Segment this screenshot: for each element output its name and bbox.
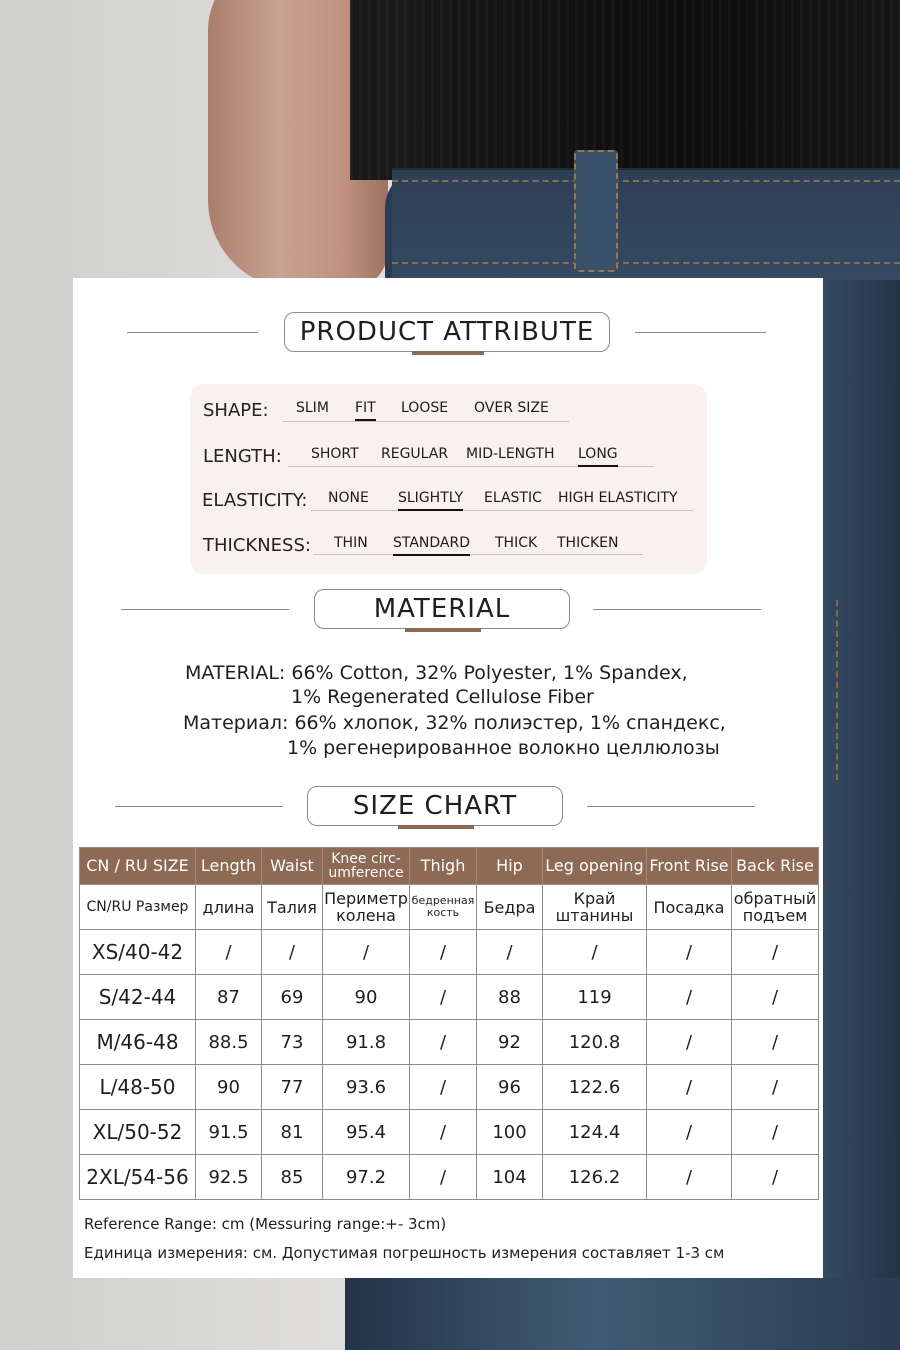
- header-leg-opening: Leg opening: [543, 848, 647, 885]
- measurement-cell: 88: [477, 975, 543, 1020]
- measurement-cell: /: [647, 930, 732, 975]
- opt-length-short: SHORT: [311, 446, 359, 462]
- attr-label-length: LENGTH:: [203, 446, 282, 467]
- divider-line: [635, 332, 766, 333]
- size-cell: L/48-50: [80, 1065, 196, 1110]
- measurement-cell: /: [410, 1065, 477, 1110]
- subheader-length: длина: [196, 885, 262, 930]
- size-cell: M/46-48: [80, 1020, 196, 1065]
- measurement-cell: /: [196, 930, 262, 975]
- size-cell: XL/50-52: [80, 1110, 196, 1155]
- header-thigh: Thigh: [410, 848, 477, 885]
- belt-loop: [574, 150, 618, 272]
- measurement-cell: 85: [262, 1155, 323, 1200]
- size-table-body: [80, 930, 819, 1200]
- measurement-cell: 96: [477, 1065, 543, 1110]
- top-rib-texture: [350, 0, 900, 180]
- subheader-knee: Периметр колена: [323, 885, 410, 930]
- header-length: Length: [196, 848, 262, 885]
- table-row: [80, 930, 819, 975]
- material-ru-line1: [183, 712, 726, 734]
- measurement-cell: /: [732, 975, 819, 1020]
- measurement-cell: /: [732, 1065, 819, 1110]
- table-row: [80, 975, 819, 1020]
- material-title: [314, 589, 570, 629]
- divider-line: [587, 806, 755, 807]
- measurement-cell: 87: [196, 975, 262, 1020]
- title-accent-bar: [405, 628, 481, 632]
- material-ru-value1: 66% хлопок, 32% полиэстер, 1% спандекс,: [294, 712, 726, 734]
- measurement-cell: 88.5: [196, 1020, 262, 1065]
- subheader-size: CN/RU Размер: [80, 885, 196, 930]
- measurement-cell: 104: [477, 1155, 543, 1200]
- size-cell: XS/40-42: [80, 930, 196, 975]
- product-attribute-title-text: PRODUCT ATTRIBUTE: [299, 317, 595, 347]
- reference-note-ru: Единица измерения: см. Допустимая погрешность измерения составляет 1-3 см: [84, 1244, 725, 1262]
- subheader-back-rise: обратный подъем: [732, 885, 819, 930]
- attr-label-thickness: THICKNESS:: [203, 535, 311, 556]
- measurement-cell: /: [647, 975, 732, 1020]
- header-front-rise: Front Rise: [647, 848, 732, 885]
- size-cell: S/42-44: [80, 975, 196, 1020]
- measurement-cell: 90: [323, 975, 410, 1020]
- table-subheader-row: [80, 885, 819, 930]
- table-row: [80, 1110, 819, 1155]
- measurement-cell: /: [410, 930, 477, 975]
- header-hip: Hip: [477, 848, 543, 885]
- title-accent-bar: [412, 351, 484, 355]
- divider-line: [593, 609, 761, 610]
- measurement-cell: /: [410, 975, 477, 1020]
- opt-elasticity-none: NONE: [328, 490, 369, 506]
- subheader-front-rise: Посадка: [647, 885, 732, 930]
- subheader-thigh: бедренная кость: [410, 885, 477, 930]
- measurement-cell: 122.6: [543, 1065, 647, 1110]
- divider-line: [127, 332, 258, 333]
- measurement-cell: /: [410, 1020, 477, 1065]
- measurement-cell: /: [262, 930, 323, 975]
- table-row: [80, 1155, 819, 1200]
- measurement-cell: 91.5: [196, 1110, 262, 1155]
- opt-thickness-thicken: THICKEN: [557, 535, 619, 551]
- denim-jeans-lower: [345, 1278, 900, 1350]
- product-info-card: [73, 278, 823, 1278]
- attr-label-shape: SHAPE:: [203, 400, 269, 421]
- attribute-panel: [190, 384, 707, 574]
- material-en-value1: 66% Cotton, 32% Polyester, 1% Spandex,: [291, 662, 688, 684]
- measurement-cell: /: [732, 930, 819, 975]
- material-title-text: MATERIAL: [373, 594, 511, 624]
- divider-line: [115, 806, 283, 807]
- attr-underline: [311, 510, 693, 511]
- header-back-rise: Back Rise: [732, 848, 819, 885]
- divider-line: [121, 609, 289, 610]
- opt-thickness-standard-selected: STANDARD: [393, 535, 471, 551]
- measurement-cell: /: [732, 1110, 819, 1155]
- opt-shape-over-size: OVER SIZE: [474, 400, 549, 416]
- title-accent-bar: [398, 825, 474, 829]
- opt-shape-fit-selected: FIT: [355, 400, 376, 416]
- measurement-cell: 77: [262, 1065, 323, 1110]
- header-size: CN / RU SIZE: [80, 848, 196, 885]
- measurement-cell: /: [647, 1065, 732, 1110]
- measurement-cell: /: [647, 1020, 732, 1065]
- opt-shape-loose: LOOSE: [401, 400, 449, 416]
- measurement-cell: /: [410, 1110, 477, 1155]
- measurement-cell: /: [543, 930, 647, 975]
- material-en-line1: [185, 662, 688, 684]
- size-chart-table: [79, 847, 819, 1200]
- waistband-stitch: [392, 262, 900, 264]
- measurement-cell: 95.4: [323, 1110, 410, 1155]
- measurement-cell: /: [477, 930, 543, 975]
- measurement-cell: /: [732, 1020, 819, 1065]
- measurement-cell: 90: [196, 1065, 262, 1110]
- opt-length-long-selected: LONG: [578, 446, 618, 462]
- attr-label-elasticity: ELASTICITY:: [202, 490, 308, 511]
- table-header-row: [80, 848, 819, 885]
- measurement-cell: 97.2: [323, 1155, 410, 1200]
- table-row: [80, 1065, 819, 1110]
- waistband-stitch: [392, 180, 900, 182]
- measurement-cell: 92: [477, 1020, 543, 1065]
- opt-elasticity-elastic: ELASTIC: [484, 490, 542, 506]
- measurement-cell: /: [647, 1110, 732, 1155]
- measurement-cell: /: [410, 1155, 477, 1200]
- header-knee: Knee circ- umference: [323, 848, 410, 885]
- opt-length-regular: REGULAR: [381, 446, 449, 462]
- measurement-cell: 93.6: [323, 1065, 410, 1110]
- measurement-cell: 124.4: [543, 1110, 647, 1155]
- opt-shape-slim: SLIM: [296, 400, 329, 416]
- measurement-cell: /: [323, 930, 410, 975]
- opt-thickness-thin: THIN: [334, 535, 368, 551]
- opt-elasticity-slightly-selected: SLIGHTLY: [398, 490, 464, 506]
- measurement-cell: 81: [262, 1110, 323, 1155]
- measurement-cell: 119: [543, 975, 647, 1020]
- measurement-cell: 126.2: [543, 1155, 647, 1200]
- material-en-value2: 1% Regenerated Cellulose Fiber: [291, 686, 594, 708]
- subheader-hip: Бедра: [477, 885, 543, 930]
- product-attribute-title: [284, 312, 610, 352]
- material-en-label: MATERIAL:: [185, 662, 286, 684]
- attr-underline: [283, 421, 569, 422]
- reference-note-en: Reference Range: cm (Messuring range:+- 3cm): [84, 1215, 447, 1233]
- header-waist: Waist: [262, 848, 323, 885]
- size-chart-title-text: SIZE CHART: [352, 791, 518, 821]
- measurement-cell: 120.8: [543, 1020, 647, 1065]
- measurement-cell: 69: [262, 975, 323, 1020]
- measurement-cell: 92.5: [196, 1155, 262, 1200]
- subheader-leg-opening: Край штанины: [543, 885, 647, 930]
- measurement-cell: 91.8: [323, 1020, 410, 1065]
- measurement-cell: /: [647, 1155, 732, 1200]
- material-ru-value2: 1% регенерированное волокно целлюлозы: [287, 737, 720, 759]
- opt-thickness-thick: THICK: [495, 535, 538, 551]
- size-cell: 2XL/54-56: [80, 1155, 196, 1200]
- jeans-seam: [836, 600, 838, 780]
- attr-underline: [313, 554, 643, 555]
- opt-elasticity-high-elasticity: HIGH ELASTICITY: [558, 490, 678, 506]
- table-row: [80, 1020, 819, 1065]
- material-ru-label: Материал:: [183, 712, 289, 734]
- subheader-waist: Талия: [262, 885, 323, 930]
- measurement-cell: 100: [477, 1110, 543, 1155]
- size-chart-title: [307, 786, 563, 826]
- measurement-cell: 73: [262, 1020, 323, 1065]
- opt-length-mid-length: MID-LENGTH: [466, 446, 555, 462]
- measurement-cell: /: [732, 1155, 819, 1200]
